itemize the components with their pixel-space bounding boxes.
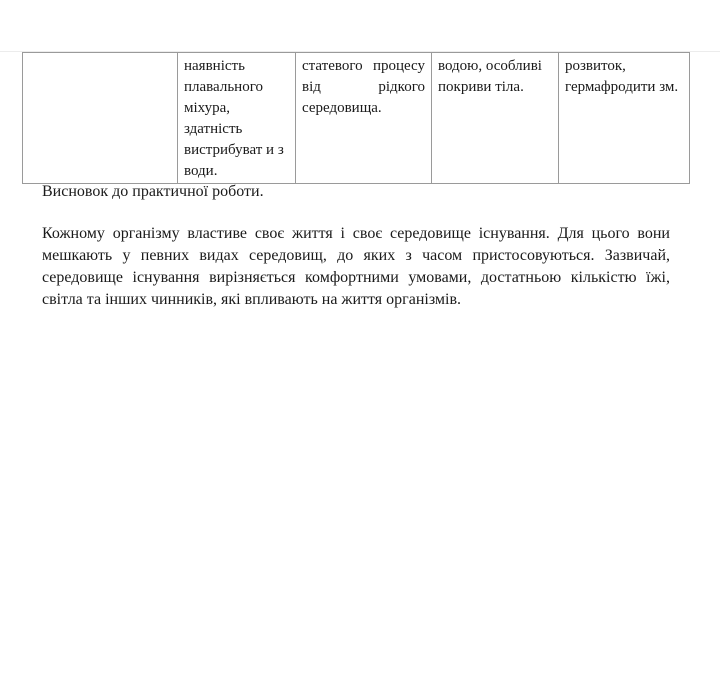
table-cell-text: розвиток, гермафродити зм.: [565, 58, 679, 95]
table-cell-adaptations: [178, 53, 296, 184]
table-cell-text: водою, особливі покриви тіла.: [438, 58, 542, 95]
table-cell-development: [559, 53, 690, 184]
conclusion-paragraph: Кожному організму властиве своє життя і своє середовище існування. Для цього вони мешкають у певних видах середовищ, до яких з часом пристосовуються. Зазвичай, середовище існування вирізняється комфортними умовами, достатньою кількістю їжі, світла та інших чинників, які впливають на життя організмів.: [42, 225, 670, 308]
table-cell-organism: [23, 53, 178, 184]
conclusion-heading: Висновок до практичної роботи.: [42, 183, 264, 200]
table-row: [23, 53, 690, 184]
table-cell-text: наявність плавального міхура, здатність вистрибуват и з води.: [184, 58, 284, 179]
table-cell-cover: [432, 53, 559, 184]
adaptation-table: [22, 52, 690, 184]
table-cell-reproduction: [296, 53, 432, 184]
table-cell-text: статевого процесу від рідкого середовища.: [302, 58, 425, 116]
